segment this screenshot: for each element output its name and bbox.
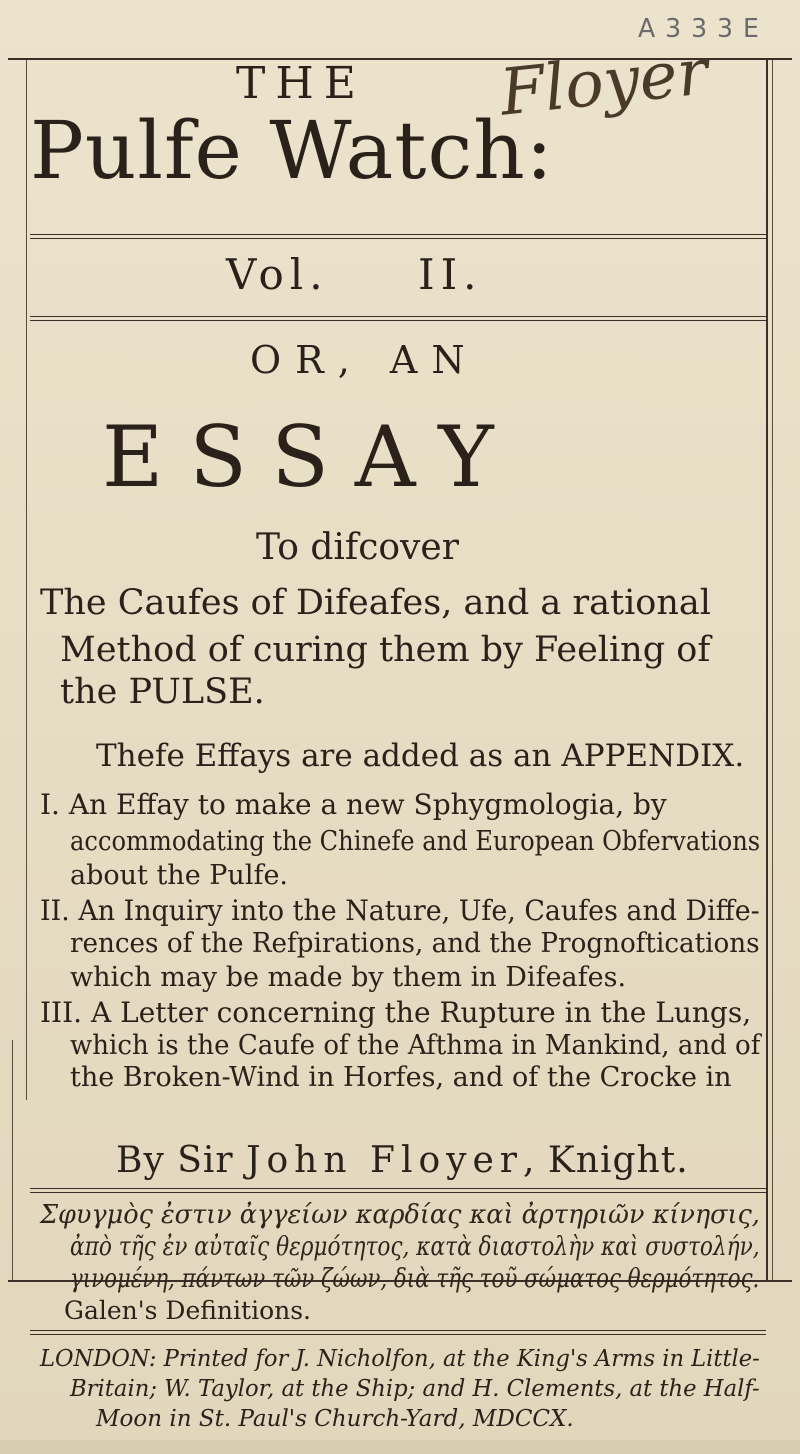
subtitle-essay: ESSAY xyxy=(102,408,520,506)
page-border-right xyxy=(766,60,768,1280)
volume-label: Vol. xyxy=(226,250,329,299)
epigraph-attribution: Galen's Definitions. xyxy=(64,1296,311,1325)
subtitle-pulse: the PULSE. xyxy=(60,672,265,712)
subtitle-method: Method of curing them by Feeling of xyxy=(60,630,711,670)
page-bottom-edge xyxy=(0,1440,800,1454)
appendix-item-3-line-2: which is the Caufe of the Afthma in Mankind, and of xyxy=(70,1030,761,1061)
author-name: John Floyer xyxy=(246,1140,524,1181)
appendix-item-2-line-2: rences of the Refpirations, and the Prognoftications xyxy=(70,928,760,959)
rule-divider xyxy=(30,316,766,321)
author-by: By Sir xyxy=(116,1140,234,1181)
shelfmark: A 3 3 3 E xyxy=(638,14,760,44)
appendix-item-2-line-1: II. An Inquiry into the Nature, Ufe, Caufes and Diffe- xyxy=(40,894,760,927)
imprint-line-2: Britain; W. Taylor, at the Ship; and H. Clements, at the Half- xyxy=(70,1376,760,1402)
volume-number: II. xyxy=(418,250,483,299)
greek-epigraph-line-3: γινομένη, πάντων τῶν ζώων, διὰ τῆς τοῦ σώματος θερμότητος. xyxy=(70,1264,760,1294)
page-border-left xyxy=(26,60,27,1100)
author-line xyxy=(116,1140,689,1181)
title-the: THE xyxy=(236,58,366,109)
appendix-item-3-line-1: III. A Letter concerning the Rupture in the Lungs, xyxy=(40,996,752,1029)
appendix-item-2-line-3: which may be made by them in Difeafes. xyxy=(70,962,627,993)
rule-divider xyxy=(30,1188,766,1193)
appendix-item-1-line-3: about the Pulfe. xyxy=(70,860,289,891)
subtitle-to-discover: To difcover xyxy=(256,527,459,568)
greek-epigraph-line-1: Σφυγμὸς ἐστιν ἀγγείων καρδίας καὶ ἀρτηριῶν κίνησις, xyxy=(40,1200,760,1230)
rule-divider xyxy=(30,234,766,239)
subtitle-causes: The Caufes of Difeafes, and a rational xyxy=(40,583,711,623)
imprint-line-3: Moon in St. Paul's Church-Yard, MDCCX. xyxy=(96,1406,574,1432)
imprint-line-1: LONDON: Printed for J. Nicholfon, at the King's Arms in Little- xyxy=(40,1346,760,1372)
page-border xyxy=(8,58,792,1282)
appendix-item-1-line-2: accommodating the Chinefe and European Obfervations xyxy=(70,826,761,857)
main-title: Pulfe Watch: xyxy=(30,104,554,197)
page-border-left-lower xyxy=(12,1040,13,1280)
appendix-item-3-line-3: the Broken-Wind in Horfes, and of the Crocke in xyxy=(70,1062,732,1093)
author-title: , Knight. xyxy=(523,1140,689,1181)
greek-epigraph-line-2: ἀπὸ τῆς ἐν αὐταῖς θερμότητος, κατὰ διαστολὴν καὶ συστολήν, xyxy=(70,1232,760,1262)
rule-divider xyxy=(30,1330,766,1335)
appendix-item-1-line-1: I. An Effay to make a new Sphygmologia, by xyxy=(40,788,667,821)
handwritten-annotation: Floyer xyxy=(496,35,712,131)
page-border-right-inner xyxy=(772,60,773,1280)
appendix-heading: Thefe Effays are added as an APPENDIX. xyxy=(96,738,745,774)
subtitle-or-an: OR, AN xyxy=(250,338,479,382)
